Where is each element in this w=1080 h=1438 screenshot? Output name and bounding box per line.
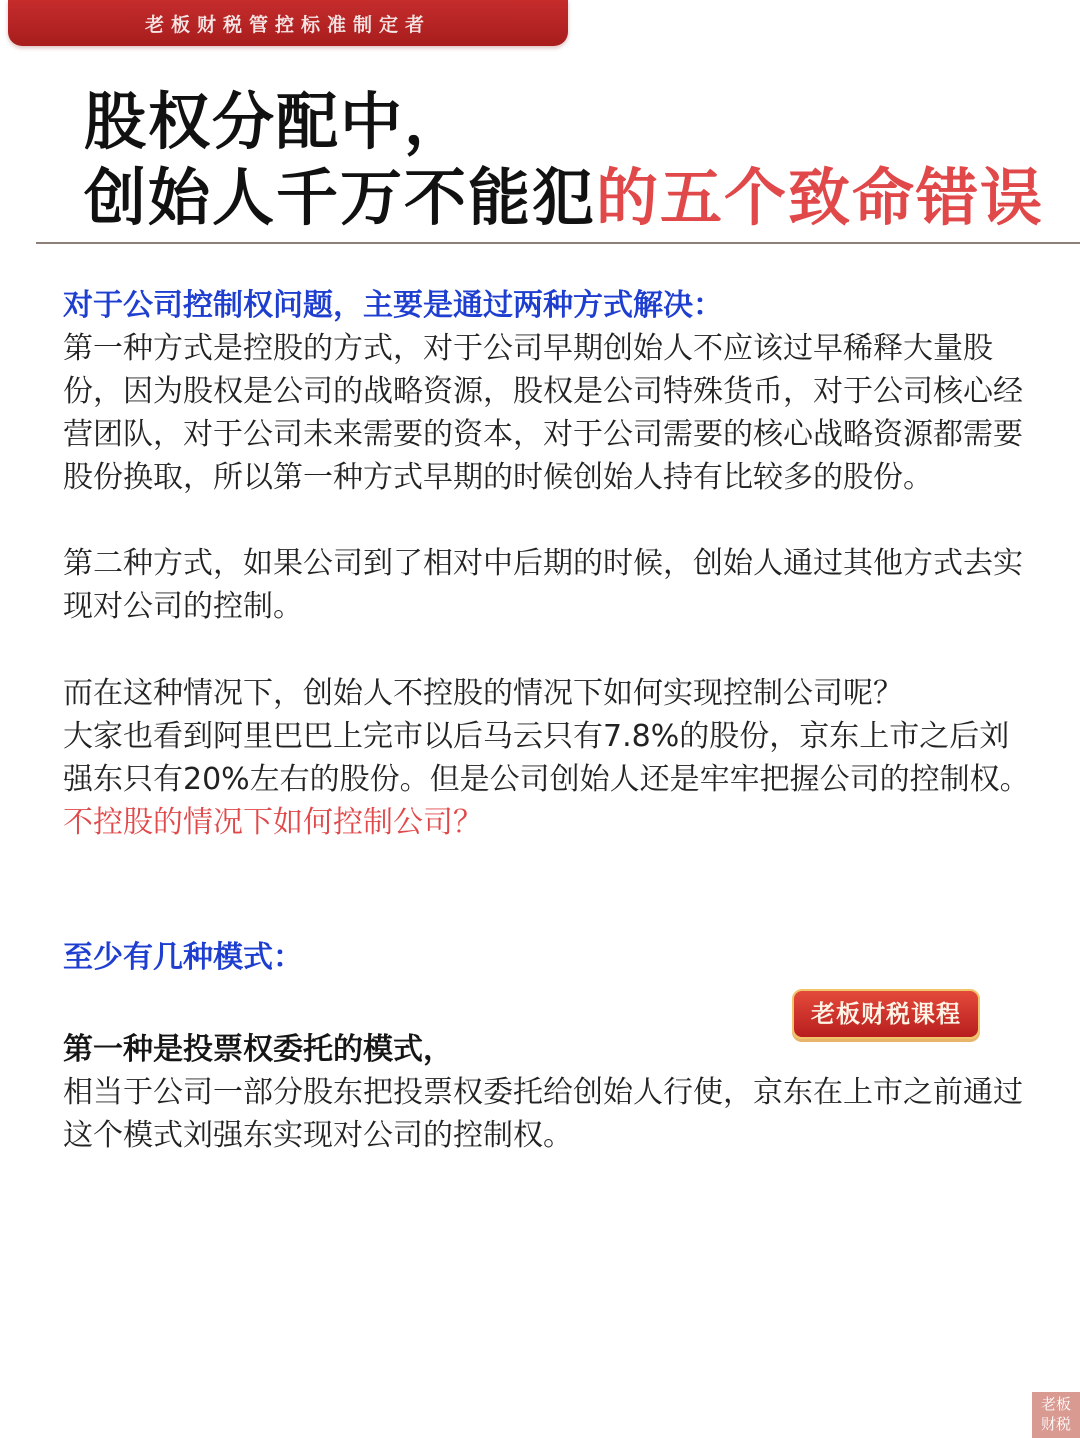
section-3-body: 大家也看到阿里巴巴上完市以后马云只有7.8%的股份，京东上市之后刘强东只有20%左右的股份。但是公司创始人还是牢牢把握公司的控制权。 — [63, 719, 1030, 797]
section-control-methods — [63, 284, 1033, 499]
course-badge: 老板财税课程 — [792, 989, 980, 1039]
watermark-line-2: 财税 — [1040, 1415, 1071, 1433]
section-5-heading: 第一种是投票权委托的模式， — [63, 1032, 453, 1067]
section-5-body: 相当于公司一部分股东把投票权委托给创始人行使，京东在上市之前通过这个模式刘强东实现对公司的控制权。 — [63, 1075, 1023, 1153]
watermark-line-1: 老板 — [1040, 1395, 1071, 1413]
section-3-highlight: 不控股的情况下如何控制公司？ — [63, 805, 483, 840]
banner-text: 老板财税管控标准制定者 — [144, 14, 431, 36]
title-line-2 — [84, 160, 1044, 236]
section-4-heading: 至少有几种模式： — [63, 940, 303, 975]
section-no-control — [63, 672, 1033, 844]
section-2-body: 第二种方式，如果公司到了相对中后期的时候，创始人通过其他方式去实现对公司的控制。 — [63, 546, 1023, 624]
page-title — [84, 84, 1044, 236]
title-line-2-red: 的五个致命错误 — [596, 161, 1045, 234]
section-modes — [63, 936, 1033, 979]
top-banner — [8, 0, 568, 46]
section-vote-proxy — [63, 1028, 1033, 1157]
section-second-method — [63, 542, 1033, 628]
section-3-body-wrap — [63, 715, 1033, 844]
section-1-heading: 对于公司控制权问题，主要是通过两种方式解决： — [63, 288, 723, 323]
title-divider — [36, 242, 1080, 244]
section-1-body: 第一种方式是控股的方式，对于公司早期创始人不应该过早稀释大量股份，因为股权是公司的战略资源，股权是公司特殊货币，对于公司核心经营团队，对于公司未来需要的资本，对于公司需要的核心战略资源都需要股份换取，所以第一种方式早期的时候创始人持有比较多的股份。 — [63, 331, 1023, 495]
title-line-2-dark: 创始人千万不能犯 — [84, 161, 597, 234]
section-3-question: 而在这种情况下，创始人不控股的情况下如何实现控制公司呢？ — [63, 676, 903, 711]
title-line-1: 股权分配中， — [84, 85, 469, 158]
corner-watermark — [1032, 1392, 1080, 1438]
